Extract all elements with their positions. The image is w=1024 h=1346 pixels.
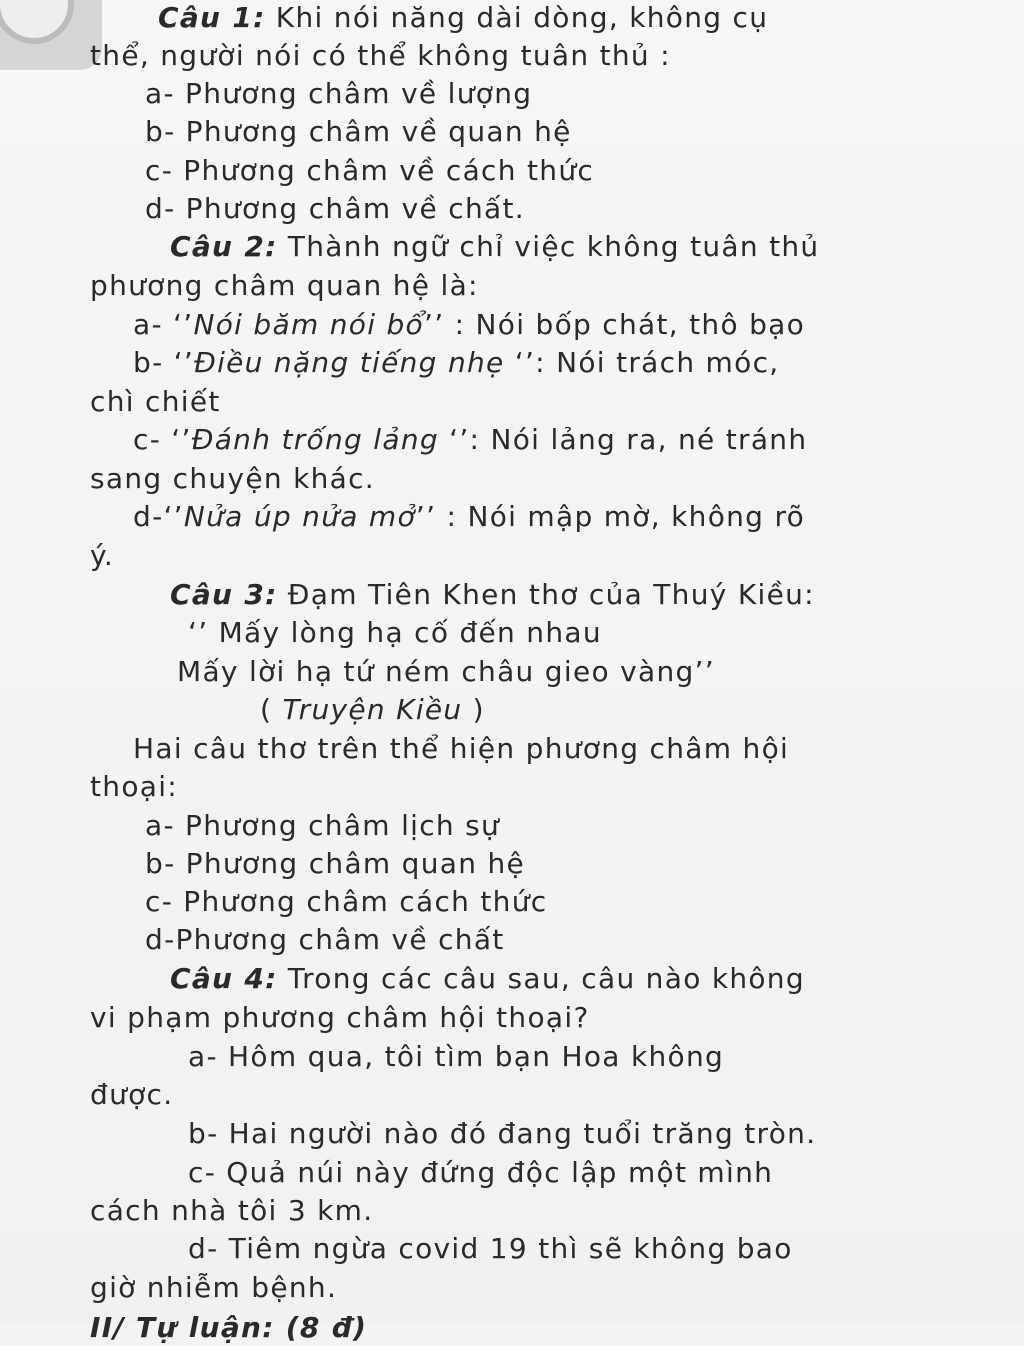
- q3-poem-line1: ‘’ Mấy lòng hạ cố đến nhau: [188, 616, 602, 649]
- q3-prompt-line2: thoại:: [90, 770, 179, 803]
- q2-label: Câu 2:: [170, 230, 278, 263]
- q3-option-d: d-Phương châm về chất: [145, 923, 505, 956]
- q4-option-c: c- Quả núi này đứng độc lập một mình: [188, 1156, 774, 1189]
- q3-poem-line2: Mấy lời hạ tứ ném châu gieo vàng’’: [177, 655, 715, 688]
- q3-option-a: a- Phương châm lịch sự: [145, 809, 501, 842]
- q3-option-c: c- Phương châm cách thức: [145, 885, 548, 918]
- q4-stem-text: Trong các câu sau, câu nào không: [277, 962, 805, 995]
- q1-label: Câu 1:: [158, 1, 266, 34]
- q4-label: Câu 4:: [170, 962, 278, 995]
- q2-option-c-idiom: Đánh trống lảng: [191, 423, 450, 456]
- q2-option-a-meaning: ’’ : Nói bốp chát, thô bạo: [424, 308, 806, 341]
- q3-source-open: (: [260, 693, 283, 726]
- q2-option-a-idiom: Nói băm nói bổ: [193, 308, 424, 341]
- q2-stem-line1: [170, 229, 819, 265]
- q2-option-c-prefix: c- ‘’: [133, 423, 192, 456]
- q3-label: Câu 3:: [170, 578, 278, 611]
- q2-option-a-prefix: a- ‘’: [133, 308, 194, 341]
- q2-stem-line2: phương châm quan hệ là:: [90, 269, 479, 302]
- q4-stem-line2: vi phạm phương châm hội thoại?: [90, 1001, 590, 1034]
- q2-option-c: [133, 422, 807, 458]
- q1-stem-line1: [158, 0, 768, 36]
- q1-option-b: b- Phương châm về quan hệ: [145, 115, 572, 148]
- q2-option-d-prefix: d-‘’: [133, 500, 184, 533]
- q2-option-b-prefix: b- ‘’: [133, 346, 195, 379]
- q4-option-c-cont: cách nhà tôi 3 km.: [90, 1194, 374, 1227]
- q4-option-b: b- Hai người nào đó đang tuổi trăng tròn.: [188, 1117, 817, 1150]
- circle-icon: [0, 0, 74, 44]
- q4-option-d-cont: giờ nhiễm bệnh.: [90, 1271, 338, 1304]
- q2-option-a: [133, 307, 805, 343]
- q1-stem-line2: thể, người nói có thể không tuân thủ :: [90, 39, 671, 72]
- q2-option-b: [133, 345, 779, 381]
- q2-option-d: [133, 499, 805, 535]
- q4-option-a: a- Hôm qua, tôi tìm bạn Hoa không: [188, 1040, 725, 1073]
- q3-option-b: b- Phương châm quan hệ: [145, 847, 526, 880]
- next-section-heading-cutoff: II/ Tự luận: (8 đ): [90, 1311, 368, 1344]
- q2-option-b-meaning: ‘’: Nói trách móc,: [514, 346, 780, 379]
- q2-stem-text: Thành ngữ chỉ việc không tuân thủ: [277, 230, 820, 263]
- q1-stem-text: Khi nói năng dài dòng, không cụ: [265, 1, 769, 34]
- q4-stem-line1: [170, 961, 805, 997]
- q3-stem: [170, 577, 815, 613]
- camera-button-artifact: [0, 0, 102, 70]
- q2-option-d-idiom: Nửa úp nửa mở: [183, 500, 416, 533]
- q3-stem-text: Đạm Tiên Khen thơ của Thuý Kiều:: [277, 578, 815, 611]
- q2-option-b-idiom: Điều nặng tiếng nhẹ: [194, 346, 515, 379]
- q1-option-d: d- Phương châm về chất.: [145, 192, 525, 225]
- q3-source-title: Truyện Kiều: [282, 693, 463, 726]
- q4-option-d: d- Tiêm ngừa covid 19 thì sẽ không bao: [188, 1232, 793, 1265]
- q1-option-c: c- Phương châm về cách thức: [145, 154, 595, 187]
- q3-source-close: ): [462, 693, 485, 726]
- q2-option-c-cont: sang chuyện khác.: [90, 462, 376, 495]
- q3-prompt-line1: Hai câu thơ trên thể hiện phương châm hội: [133, 732, 790, 765]
- q2-option-b-cont: chì chiết: [90, 385, 221, 418]
- q1-option-a: a- Phương châm về lượng: [145, 77, 533, 110]
- q2-option-c-meaning: ‘’: Nói lảng ra, né tránh: [449, 423, 808, 456]
- q4-option-a-cont: được.: [90, 1078, 174, 1111]
- q2-option-d-cont: ý.: [90, 539, 115, 572]
- q2-option-d-meaning: ’’ : Nói mập mờ, không rõ: [415, 500, 806, 533]
- q3-poem-source: [260, 692, 485, 728]
